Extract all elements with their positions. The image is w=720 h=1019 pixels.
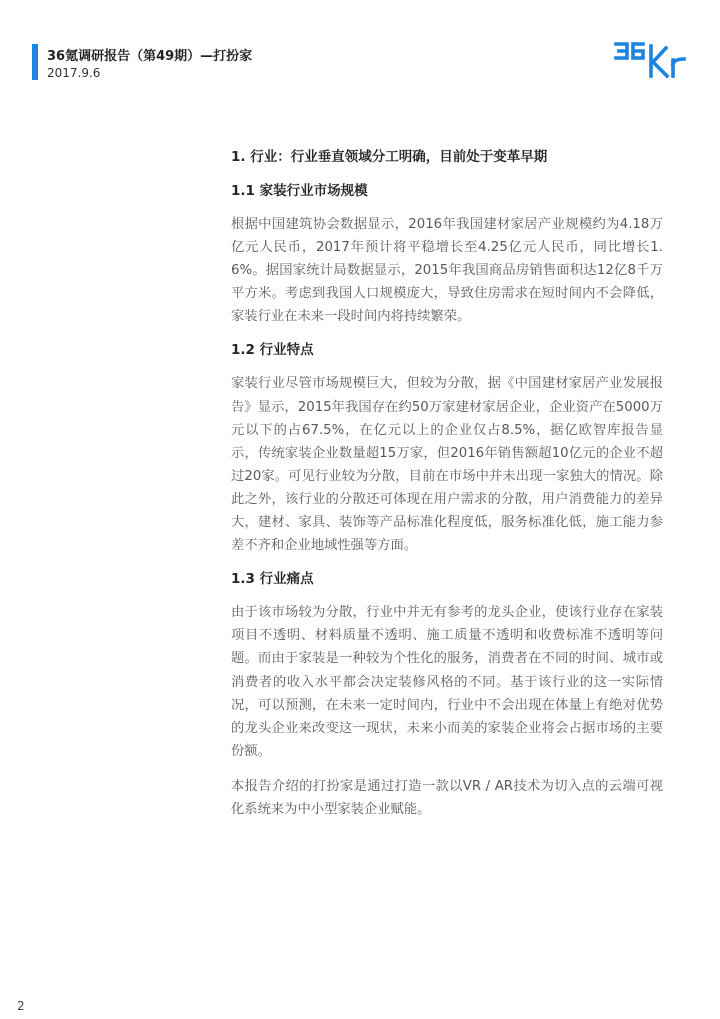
section-1-heading: 1. 行业：行业垂直领域分工明确，目前处于变革早期 — [231, 149, 548, 165]
section-1-1-paragraph: 根据中国建筑协会数据显示，2016年我国建材家居产业规模约为4.18万亿元人民币，2017年预计将平稳增长至4.25亿元人民币，同比增长1.6%。据国家统计局数据显示，2015年我国商品房销售面积达12亿8千万平方米。考虑到我国人口规模庞大，导致住房需求在短时间内不会降低，家装行业在未来一段时间内将持续繁荣。 — [231, 217, 663, 325]
36kr-logo — [614, 36, 694, 80]
page-number: 2 — [17, 999, 25, 1013]
section-1-2-heading: 1.2 行业特点 — [231, 342, 314, 359]
section-1-3-heading: 1.3 行业痛点 — [231, 571, 314, 588]
section-1-2-paragraph: 家装行业尽管市场规模巨大，但较为分散，据《中国建材家居产业发展报告》显示，2015年我国存在约50万家建材家居企业，企业资产在5000万元以下的占67.5%，在亿元以上的企业仅占8.5%，据亿欧智库报告显示，传统家装企业数量超15万家，但2016年销售额超10亿元的企业不超过20家。可见行业较为分散，目前在市场中并未出现一家独大的情况。除此之外，该行业的分散还可体现在用户需求的分散，用户消费能力的差异大，建材、家具、装饰等产品标准化程度低，服务标准化低，施工能力参差不齐和企业地域性强等方面。 — [231, 376, 663, 554]
section-1-3-paragraph: 由于该市场较为分散，行业中并无有参考的龙头企业，使该行业存在家装项目不透明、材料质量不透明、施工质量不透明和收费标准不透明等问题。而由于家装是一种较为个性化的服务，消费者在不同的时间、城市或消费者的收入水平都会决定装修风格的不同。基于该行业的这一实际情况，可以预测，在未来一定时间内，行业中不会出现在体量上有绝对优势的龙头企业来改变这一现状，未来小而美的家装企业将会占据市场的主要份额。 — [231, 605, 663, 759]
header-accent-bar — [32, 44, 38, 80]
report-title: 36氪调研报告（第49期）—打扮家 — [47, 49, 253, 64]
closing-paragraph: 本报告介绍的打扮家是通过打造一款以VR / AR技术为切入点的云端可视化系统来为中小型家装企业赋能。 — [231, 778, 663, 817]
report-body — [231, 147, 663, 833]
report-date: 2017.9.6 — [47, 66, 101, 80]
section-1-1-heading: 1.1 家装行业市场规模 — [231, 183, 368, 199]
